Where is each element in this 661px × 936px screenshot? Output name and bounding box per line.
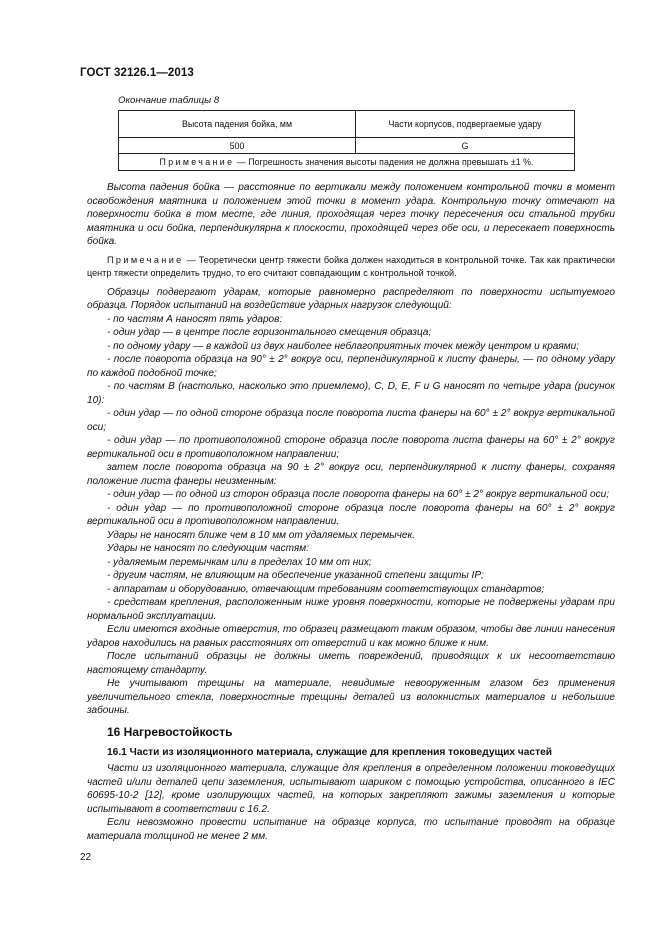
- document-header: ГОСТ 32126.1—2013: [80, 67, 194, 79]
- paragraph-after-test: После испытаний образцы не должны иметь повреждений, приводящих к их несоответствию настоящему стандарту.: [87, 651, 615, 676]
- list-item: - один удар — по противоположной стороне образца после поворота фанеры на 60° ± 2° вокруг вертикальной оси в противоположном направлении.: [87, 502, 615, 527]
- list-item: - средствам крепления, расположенным ниже уровня поверхности, которые не подвержены ударам при нормальной эксплуатации.: [87, 597, 615, 622]
- list-item: - по частям А наносят пять ударов:: [107, 313, 283, 325]
- table-header-enclosure-parts: Части корпусов, подвергаемые удару: [356, 111, 575, 138]
- table-note-label: Примечание: [159, 157, 235, 167]
- table-caption: Окончание таблицы 8: [118, 95, 220, 106]
- paragraph-distance-rule: Удары не наносят ближе чем в 10 мм от удаляемых перемычек.: [107, 529, 415, 541]
- paragraph-inlet-openings: Если имеются входные отверстия, то образец размещают таким образом, чтобы две линии нанесения ударов находились на равных расстояниях от отверстий и как можно ближе к ним.: [87, 624, 615, 649]
- list-item: - аппаратам и оборудованию, отвечающим требованиям соответствующих стандартов;: [107, 583, 545, 595]
- section-title-heat-resistance: 16 Нагревостойкость: [107, 725, 233, 739]
- paragraph-drop-height-definition: Высота падения бойка — расстояние по вертикали между положением контрольной точки в момент освобождения маятника и положением этой точки в момент удара. Контрольную точку отмечают на поверхности бойка в том месте, где линия, проходящая через точку пересечения оси стальной трубки маятника и оси бойка, перпендикулярна к плоскости, проходящей через обе оси, и пересекает поверхность бойка.: [87, 182, 615, 247]
- list-item: - один удар — в центре после горизонтального смещения образца;: [107, 327, 432, 338]
- table-cell-drop-height: 500: [119, 138, 356, 154]
- table-note: [119, 154, 575, 171]
- list-item: - по одному удару — в каждой из двух наиболее неблагоприятных точек между центром и краями;: [107, 340, 580, 352]
- table-8-end: [118, 110, 575, 171]
- note-text: — Теоретически центр тяжести бойка должен находиться в контрольной точке. Так как практически центр тяжести определить трудно, то его считают совпадающим с контрольной точкой.: [87, 254, 615, 278]
- paragraph-test-procedure: Образцы подвергают ударам, которые равномерно распределяют по поверхности испытуемого образца. Порядок испытаний на воздействие ударных нагрузок следующий:: [87, 286, 615, 311]
- paragraph-material-sample: Если невозможно провести испытание на образце корпуса, то испытание проводят на образце материала толщиной не менее 2 мм.: [87, 817, 615, 842]
- table-note-text: — Погрешность значения высоты падения не должна превышать ±1 %.: [234, 157, 534, 167]
- list-item: - один удар — по противоположной стороне образца после поворота листа фанеры на 60° ± 2° вокруг вертикальной оси в противоположном направлении;: [87, 435, 615, 460]
- note-center-of-gravity: [87, 254, 615, 281]
- paragraph-cracks: Не учитывают трещины на материале, невидимые невооруженным глазом без применения увеличительного стекла, поверхностные трещины деталей из волокнистых материалов и небольшие забоины.: [87, 678, 615, 716]
- paragraph-excluded-parts: Удары не наносят по следующим частям:: [107, 543, 309, 554]
- list-item: - после поворота образца на 90° ± 2° вокруг оси, перпендикулярной к листу фанеры, — по одному удару по каждой подобной точке;: [87, 354, 615, 379]
- body-text: [87, 181, 615, 718]
- list-item: затем после поворота образца на 90 ± 2° вокруг оси, перпендикулярной к листу фанеры, сохраняя положение листа фанеры неизменным:: [87, 462, 615, 487]
- section-16-body: [87, 762, 615, 844]
- subsection-title-16-1: 16.1 Части из изоляционного материала, служащие для крепления токоведущих частей: [107, 747, 553, 758]
- paragraph-ball-pressure-test: Части из изоляционного материала, служащие для крепления в определенном положении токоведущих частей и/или деталей цепи заземления, испытывают шариком с помощью устройства, описанного в IEC 60695-10-2 [12], кроме изолирующих частей, на которых закрепляют зажимы заземления и которые испытывают в соответствии с 16.2.: [87, 763, 615, 815]
- list-item: - один удар — по одной стороне образца после поворота листа фанеры на 60° ± 2° вокруг вертикальной оси;: [87, 408, 615, 433]
- table-cell-enclosure-parts: G: [356, 138, 575, 154]
- list-item: - один удар — по одной из сторон образца после поворота фанеры на 60° ± 2° вокруг вертикальной оси;: [107, 489, 609, 500]
- note-label: Примечание: [107, 254, 184, 265]
- list-item: - по частям В (настолько, насколько это приемлемо), С, D, Е, F и G наносят по четыре удара (рисунок 10):: [87, 381, 615, 406]
- list-item: - удаляемым перемычкам или в пределах 10 мм от них;: [107, 556, 372, 568]
- page-number: 22: [80, 852, 92, 863]
- list-item: - другим частям, не влияющим на обеспечение указанной степени защиты IP;: [107, 570, 484, 581]
- table-header-drop-height: Высота падения бойка, мм: [119, 111, 356, 138]
